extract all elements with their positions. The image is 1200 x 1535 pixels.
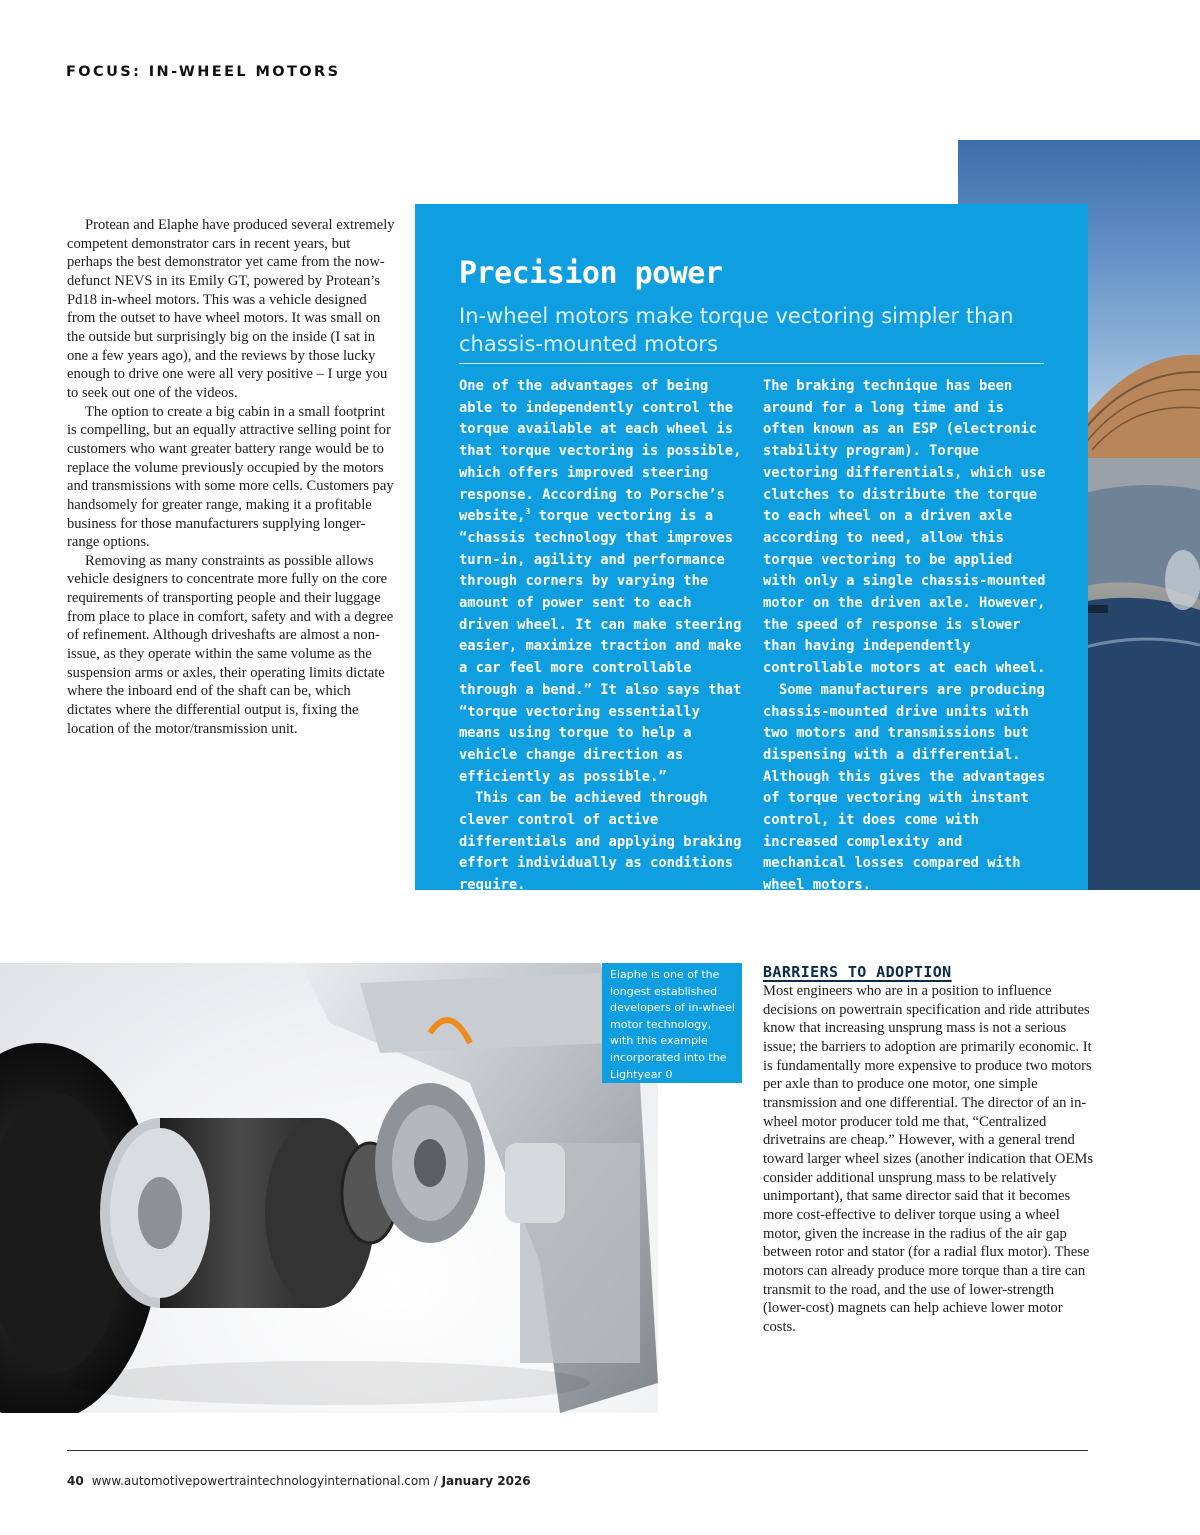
footnote-ref: 3 (525, 507, 531, 517)
issue-date: January 2026 (441, 1474, 531, 1488)
page-number: 40 (67, 1474, 84, 1488)
body-paragraph: Protean and Elaphe have produced several extremely competent demonstrator cars in recent years, but perhaps the best demonstrator yet came from the now-defunct NEVS in its Emily GT, powered by Protean’s Pd18 in-wheel motors. This was a vehicle designed from the outset to have wheel motors. It was small on the outside but surprisingly big on the inside (I sat in one a few years ago), and the reviews by those lucky enough to drive one were all very positive – I urge you to seek out one of the videos. (67, 217, 395, 401)
sidebar-box (415, 204, 1088, 894)
barriers-section (763, 963, 1093, 1336)
photo-caption: Elaphe is one of the longest established developers of in-wheel motor technology, with this example incorporated into the Lightyear 0 (602, 963, 742, 1083)
footer-divider (67, 1450, 1088, 1451)
motor-assembly-illustration (0, 963, 658, 1413)
page-footer (67, 1474, 531, 1488)
sidebar-paragraph: Some manufacturers are producing chassis-mounted drive units with two motors and transmissions but dispensing with a differential. Although this gives the advantages of torque vectoring with instant control, it does come with increased complexity and mechanical losses compared with wheel motors. (763, 681, 1046, 894)
body-paragraph: The option to create a big cabin in a small footprint is compelling, but an equally attractive selling point for customers who want greater battery range would be to replace the volume previously occupied by the motors and transmissions with some more cells. Customers pay handsomely for greater range, making it a profitable business for those manufacturers supplying longer-range options. (67, 403, 394, 551)
sidebar-column-2 (763, 376, 1048, 897)
sidebar-text: torque vectoring is a “chassis technology that improves turn-in, agility and performance through corners by varying the amount of power sent to each driven wheel. It can make steering easier, maximize traction and make a car feel more controllable through a bend.” It also says that “torque vectoring essentially means using torque to help a vehicle change direction as efficiently as possible.” (459, 508, 742, 785)
sidebar-subtitle: In-wheel motors make torque vectoring simpler than chassis-mounted motors (459, 304, 1014, 356)
in-wheel-motor-photo (0, 963, 658, 1413)
sidebar-text: One of the advantages of being able to independently control the torque available at each wheel is that torque vectoring is possible, which offers improved steering response. According to Porsche’s website, (459, 378, 742, 525)
section-label: FOCUS: IN-WHEEL MOTORS (66, 64, 341, 80)
footer-url: www.automotivepowertraintechnologyinternational.com / (91, 1474, 442, 1488)
barriers-body: Most engineers who are in a position to influence decisions on powertrain specification and ride attributes know that increasing unsprung mass is not a serious issue; the barriers to adoption are primarily economic. It is fundamentally more expensive to produce two motors per axle than to produce one motor, one simple transmission and one differential. The director of an in-wheel motor producer told me that, “Centralized drivetrains are cheap.” However, with a general trend toward larger wheel sizes (another indication that OEMs consider additional unsprung mass to be relatively unimportant), that same director said that it becomes more cost-effective to deliver torque using a wheel motor, given the increase in the radius of the air gap between rotor and stator (for a radial flux motor). These motors can already produce more torque than a tire can transmit to the road, and the use of lower-strength (lower-cost) magnets can help achieve lower motor costs. (763, 983, 1094, 1335)
body-paragraph: Removing as many constraints as possible allows vehicle designers to concentrate more fully on the core requirements of transporting people and their luggage from place to place in comfort, safety and with a degree of refinement. Although driveshafts are almost a non-issue, as they operate within the same volume as the suspension arms or axles, their operating limits dictate where the inboard end of the shaft can be, which dictates where the differential output is, fixing the location of the motor/transmission unit. (67, 552, 394, 737)
sidebar-divider (459, 363, 1044, 364)
sidebar-column-1 (459, 376, 744, 897)
sidebar-title: Precision power (459, 256, 723, 291)
sidebar-paragraph: The braking technique has been around for a long time and is often known as an ESP (electronic stability program). Torque vectoring differentials, which use clutches to distribute the torque to each wheel on a driven axle according to need, allow this torque vectoring to be applied with only a single chassis-mounted motor on the driven axle. However, the speed of response is slower than having independently controllable motors at each wheel. (763, 378, 1046, 677)
sidebar-paragraph (459, 376, 744, 788)
sidebar-paragraph: This can be achieved through clever control of active differentials and applying braking effort individually as conditions require. (459, 790, 742, 894)
barriers-heading: BARRIERS TO ADOPTION (763, 963, 952, 981)
left-body-column (67, 216, 397, 738)
